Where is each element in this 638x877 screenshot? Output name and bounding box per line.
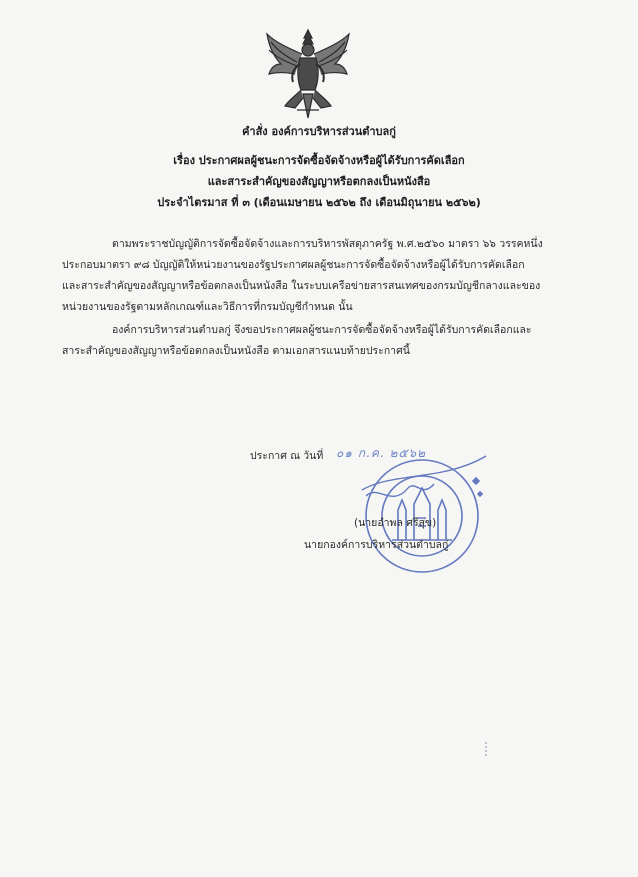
signer-name: (นายอำพล ศรีสุข) <box>354 517 437 529</box>
para1-line4: หน่วยงานของรัฐตามหลักเกณฑ์และวิธีการที่กรมบัญชีกำหนด นั้น <box>62 301 353 313</box>
garuda-emblem-icon <box>263 28 353 120</box>
para1-line1: ตามพระราชบัญญัติการจัดซื้อจัดจ้างและการบริหารพัสดุภาครัฐ พ.ศ.๒๕๖๐ มาตรา ๖๖ วรรคหนึ่ง <box>112 238 543 250</box>
para2-line1: องค์การบริหารส่วนตำบลกู่ จึงขอประกาศผลผู้ชนะการจัดซื้อจัดจ้างหรือผู้ได้รับการคัดเลือกและ <box>112 324 532 336</box>
signer-title: นายกองค์การบริหารส่วนตำบลกู่ <box>304 539 449 551</box>
para1-line3: และสาระสำคัญของสัญญาหรือข้อตกลงเป็นหนังสือ ในระบบเครือข่ายสารสนเทศของกรมบัญชีกลางและของ <box>62 280 541 292</box>
pen-mark <box>484 742 488 756</box>
official-seal-icon <box>352 448 492 578</box>
subject-line-2: และสาระสำคัญของสัญญาหรือตกลงเป็นหนังสือ <box>207 175 431 188</box>
subject-line-1: เรื่อง ประกาศผลผู้ชนะการจัดซื้อจัดจ้างหรือผู้ได้รับการคัดเลือก <box>173 154 465 167</box>
handwritten-date: ๐๑ ก.ค. ๒๕๖๒ <box>336 446 427 460</box>
para2-line2: สาระสำคัญของสัญญาหรือข้อตกลงเป็นหนังสือ ตามเอกสารแนบท้ายประกาศนี้ <box>62 345 410 357</box>
order-title: คำสั่ง องค์การบริหารส่วนตำบลกู่ <box>242 125 396 138</box>
para1-line2: ประกอบมาตรา ๙๘ บัญญัติให้หน่วยงานของรัฐประกาศผลผู้ชนะการจัดซื้อจัดจ้างหรือผู้ได้รับการคัดเลือก <box>62 259 525 271</box>
subject-line-3: ประจำไตรมาส ที่ ๓ (เดือนเมษายน ๒๕๖๒ ถึง เดือนมิถุนายน ๒๕๖๒) <box>157 196 481 209</box>
announce-label: ประกาศ ณ วันที่ <box>250 450 324 462</box>
